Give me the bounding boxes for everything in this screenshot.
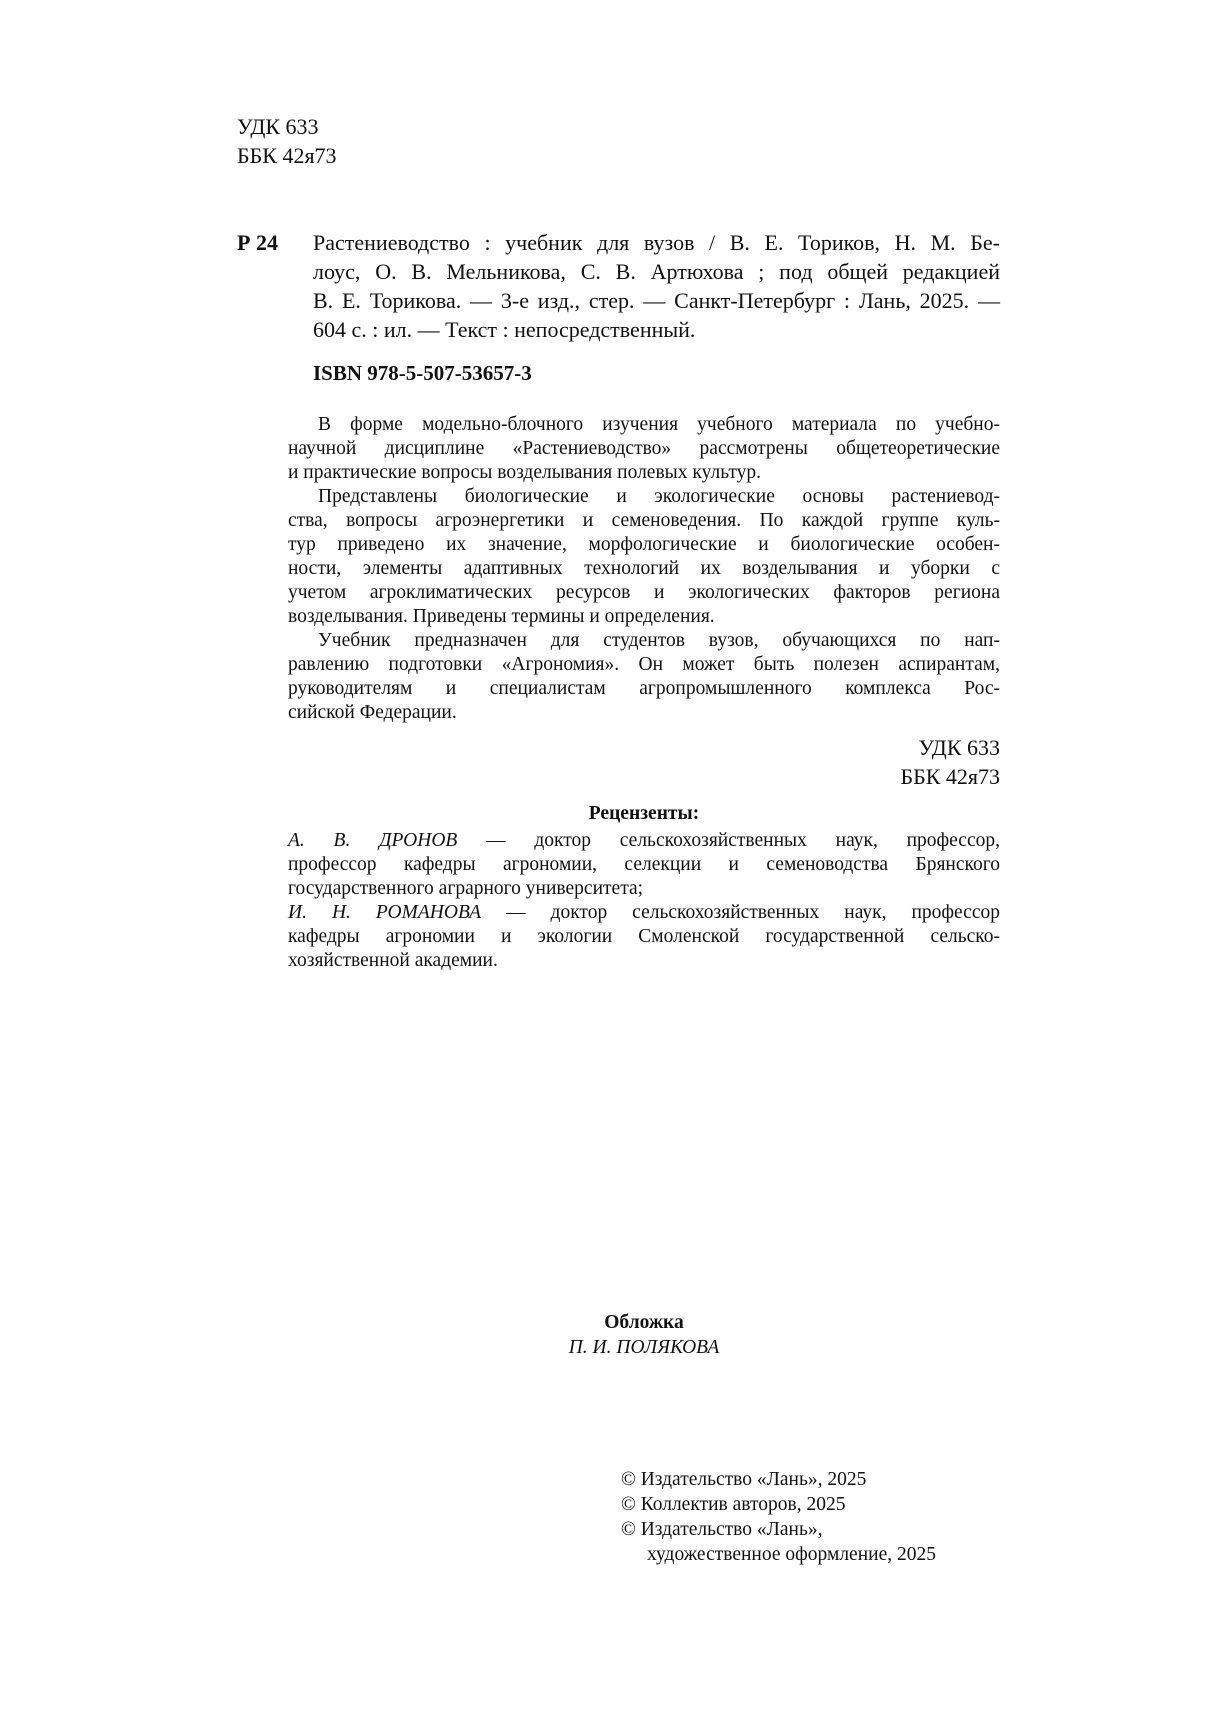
reviewer-line: государственного аграрного университета; — [288, 878, 644, 899]
biblio-line: 604 с. : ил. — Текст : непосредственный. — [313, 317, 696, 342]
annotation-line: учетом агроклиматических ресурсов и экологических факторов региона — [288, 582, 1000, 603]
classification-right — [760, 733, 1000, 791]
biblio-line: Растениеводство : учебник для вузов / В. Е. Ториков, Н. М. Бе- — [313, 230, 1000, 255]
reviewer-description: — доктор сельскохозяйственных наук, профессор, — [457, 830, 1000, 851]
reviewer-description: — доктор сельскохозяйственных наук, профессор — [481, 902, 1000, 923]
reviewers-list — [288, 829, 1000, 973]
annotation-line: Представлены биологические и экологические основы растениевод- — [318, 486, 1000, 507]
copyright-block — [621, 1467, 936, 1567]
reviewers-title: Рецензенты: — [588, 803, 700, 824]
annotation-paragraph — [288, 485, 1000, 629]
annotation-line: В форме модельно-блочного изучения учебного материала по учебно- — [318, 414, 1000, 435]
cover-title: Обложка — [604, 1312, 684, 1333]
reviewer-line — [288, 901, 1000, 925]
reviewer-name: И. Н. РОМАНОВА — [288, 902, 482, 923]
copyright-line: © Издательство «Лань», — [621, 1519, 823, 1540]
udk-code: УДК 633 — [918, 735, 1000, 760]
annotation-line: и практические вопросы возделывания полевых культур. — [288, 462, 762, 483]
biblio-line: В. Е. Торикова. — 3-е изд., стер. — Санкт-Петербург : Лань, 2025. — — [313, 288, 1000, 313]
udk-code: УДК 633 — [237, 114, 319, 139]
cover-artist: П. И. ПОЛЯКОВА — [568, 1337, 720, 1358]
reviewer-name: А. В. ДРОНОВ — [288, 830, 458, 851]
classification-top — [237, 112, 337, 170]
annotation-line: возделывания. Приведены термины и определения. — [288, 606, 715, 627]
reviewer-line: хозяйственной академии. — [288, 950, 498, 971]
reviewer-line: кафедры агрономии и экологии Смоленской государственной сельско- — [288, 926, 1000, 947]
biblio-line: лоус, О. В. Мельникова, С. В. Артюхова ; под общей редакцией — [313, 259, 1000, 284]
annotation-line: Учебник предназначен для студентов вузов, обучающихся по нап- — [318, 630, 1000, 651]
annotation-line: ства, вопросы агроэнергетики и семеноведения. По каждой группе куль- — [288, 510, 1000, 531]
annotation-line: научной дисциплине «Растениеводство» рассмотрены общетеоретические — [288, 438, 1000, 459]
annotation-line: равлению подготовки «Агрономия». Он может быть полезен аспирантам, — [288, 654, 1000, 675]
copyright-line: © Коллектив авторов, 2025 — [621, 1494, 846, 1515]
copyright-line: художественное оформление, 2025 — [647, 1544, 936, 1565]
annotation-paragraph — [288, 629, 1000, 725]
bbk-code: ББК 42я73 — [900, 764, 1000, 789]
reviewer-line — [288, 829, 1000, 853]
annotation — [288, 413, 1000, 725]
annotation-line: сийской Федерации. — [288, 702, 457, 723]
annotation-line: руководителям и специалистам агропромышленного комплекса Рос- — [288, 678, 1000, 699]
copyright-line: © Издательство «Лань», 2025 — [621, 1469, 867, 1490]
reviewer-line: профессор кафедры агрономии, селекции и семеноводства Брянского — [288, 854, 1000, 875]
bibliographic-description — [313, 228, 1000, 344]
isbn: ISBN 978-5-507-53657-3 — [313, 361, 532, 385]
annotation-line: ности, элементы адаптивных технологий их возделывания и уборки с — [288, 558, 1000, 579]
annotation-line: тур приведено их значение, морфологические и биологические особен- — [288, 534, 1000, 555]
author-sign: Р 24 — [237, 230, 278, 255]
annotation-paragraph — [288, 413, 1000, 485]
bbk-code: ББК 42я73 — [237, 143, 337, 168]
